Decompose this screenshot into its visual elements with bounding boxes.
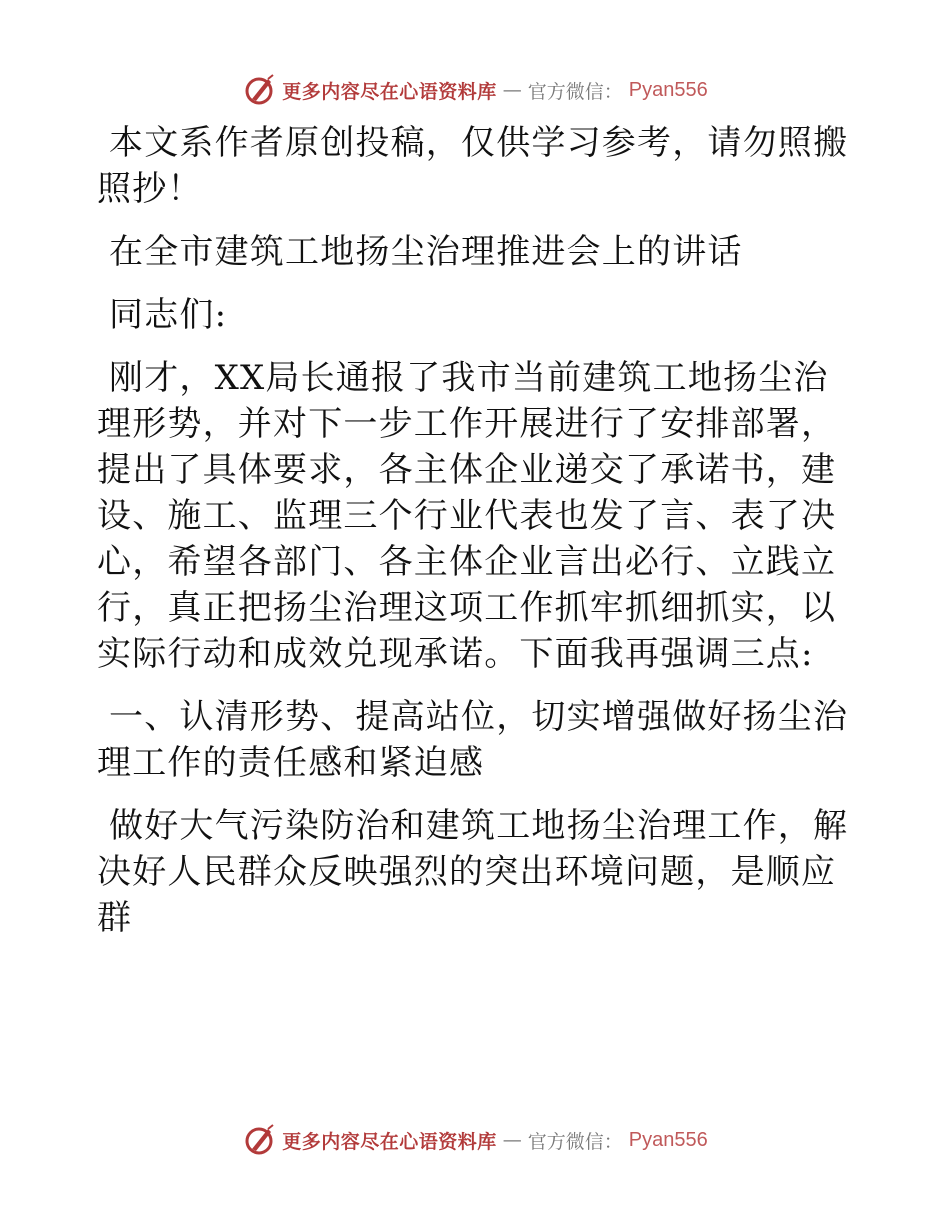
banner-secondary-text: 官方微信：	[527, 1130, 623, 1153]
banner-secondary-text: 官方微信：	[527, 80, 623, 103]
paragraph-1: 刚才，XX局长通报了我市当前建筑工地扬尘治理形势，并对下一步工作开展进行了安排部署，提出了具体要求，各主体企业递交了承诺书，建设、施工、监理三个行业代表也发了言、表了决心，希望各部门、各主体企业言出必行、立践立行，真正把扬尘治理这项工作抓牢抓细抓实，以实际行动和成效兑现承诺。下面我再强调三点:	[97, 358, 837, 674]
salutation: 同志们:	[109, 295, 228, 335]
banner-wechat-id: Pyan556	[628, 78, 708, 101]
banner-main-text: 更多内容尽在心语资料库	[282, 1130, 497, 1153]
banner-separator: —	[502, 1129, 522, 1151]
notice-text: 本文系作者原创投稿，仅供学习参考，请勿照搬照抄！	[97, 123, 849, 209]
header-banner	[0, 70, 950, 110]
document-title: 在全市建筑工地扬尘治理推进会上的讲话	[109, 232, 743, 272]
footer-banner	[0, 1120, 950, 1160]
document-body	[97, 120, 857, 958]
section-heading-1: 一、认清形势、提高站位，切实增强做好扬尘治理工作的责任感和紧迫感	[97, 697, 849, 783]
quill-logo-icon	[242, 1123, 276, 1157]
paragraph-2: 做好大气污染防治和建筑工地扬尘治理工作，解决好人民群众反映强烈的突出环境问题，是顺应群	[97, 806, 849, 938]
quill-logo-icon	[242, 73, 276, 107]
banner-wechat-id: Pyan556	[628, 1128, 708, 1151]
banner-main-text: 更多内容尽在心语资料库	[282, 80, 497, 103]
banner-separator: —	[502, 79, 522, 101]
